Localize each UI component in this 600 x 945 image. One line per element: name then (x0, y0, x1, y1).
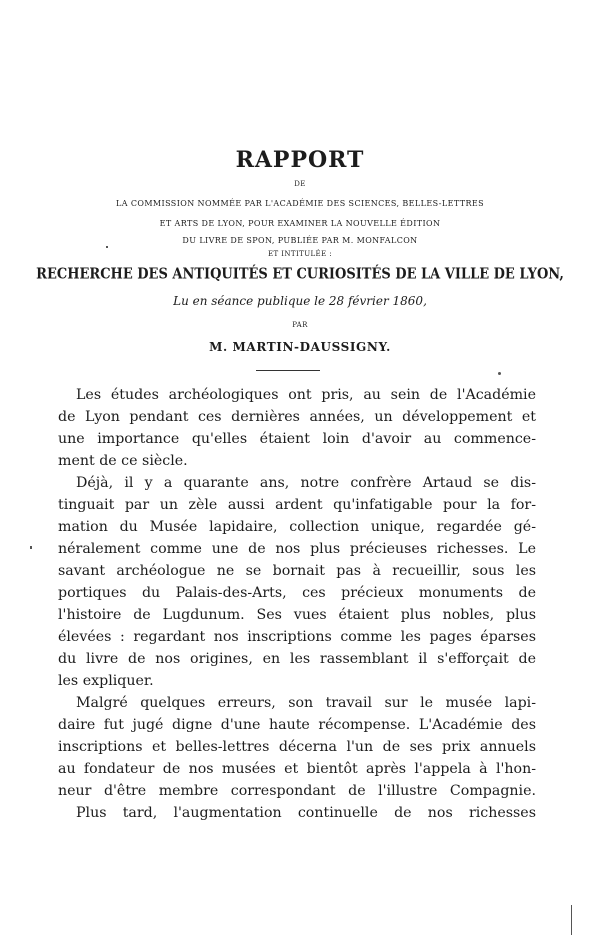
body-line: Plus tard, l'augmentation continuelle de nos richesses (76, 805, 536, 821)
body-line: l'histoire de Lugdunum. Ses vues étaient plus nobles, plus (58, 607, 536, 623)
body-line: les expliquer. (58, 673, 154, 689)
page-edge-mark (571, 905, 572, 935)
body-line: ment de ce siècle. (58, 453, 188, 469)
ink-speck (30, 546, 32, 549)
body-line: une importance qu'elles étaient loin d'avoir au commence- (58, 431, 536, 447)
commission-line-1: LA COMMISSION NOMMÉE PAR L'ACADÉMIE DES SCIENCES, BELLES-LETTRES (116, 199, 484, 208)
separator-rule (256, 370, 320, 371)
body-line: mation du Musée lapidaire, collection unique, regardée gé- (58, 519, 536, 535)
body-line: élevées : regardant nos inscriptions comme les pages éparses (58, 629, 536, 645)
body-line: néralement comme une de nos plus précieuses richesses. Le (58, 541, 536, 557)
preamble-de: DE (294, 180, 306, 188)
body-line: Déjà, il y a quarante ans, notre confrère Artaud se dis- (76, 475, 536, 491)
body-line: de Lyon pendant ces dernières années, un développement et (58, 409, 536, 425)
session-date-line: Lu en séance publique le 28 février 1860, (173, 294, 427, 308)
ink-speck (106, 246, 108, 248)
preamble-par: PAR (292, 321, 308, 329)
body-line: du livre de nos origines, en les rassemblant il s'efforçait de (58, 651, 536, 667)
report-title: RAPPORT (235, 147, 365, 173)
body-line: neur d'être membre correspondant de l'illustre Compagnie. (58, 783, 536, 799)
body-line: au fondateur de nos musées et bientôt après l'appela à l'hon- (58, 761, 536, 777)
ink-speck (498, 372, 501, 375)
author-name: M. MARTIN-DAUSSIGNY. (209, 340, 391, 354)
body-line: Les études archéologiques ont pris, au sein de l'Académie (76, 387, 536, 403)
preamble-intitulee: ET INTITULÉE : (268, 250, 332, 258)
body-line: tinguait par un zèle aussi ardent qu'infatigable pour la for- (58, 497, 536, 513)
body-line: daire fut jugé digne d'une haute récompense. L'Académie des (58, 717, 536, 733)
body-line: savant archéologue ne se bornait pas à recueillir, sous les (58, 563, 536, 579)
work-title: RECHERCHE DES ANTIQUITÉS ET CURIOSITÉS DE LA VILLE DE LYON, (36, 265, 564, 284)
body-line: Malgré quelques erreurs, son travail sur le musée lapi- (76, 695, 536, 711)
commission-line-2: ET ARTS DE LYON, POUR EXAMINER LA NOUVELLE ÉDITION (159, 219, 441, 228)
commission-line-3: DU LIVRE DE SPON, PUBLIÉE PAR M. MONFALCON (182, 236, 418, 245)
body-text (58, 384, 536, 824)
body-line: inscriptions et belles-lettres décerna l'un de ses prix annuels (58, 739, 536, 755)
body-line: portiques du Palais-des-Arts, ces précieux monuments de (58, 585, 536, 601)
